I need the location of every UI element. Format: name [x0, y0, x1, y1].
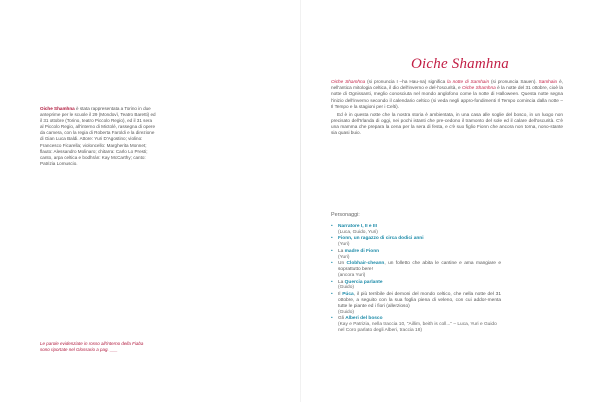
cast-voice: (Yuri)	[338, 254, 350, 260]
cast-item	[331, 261, 501, 279]
cast-list	[331, 224, 501, 334]
intro-text-segment: la notte di Samhain	[447, 79, 490, 84]
cast-line	[338, 236, 424, 241]
intro-text-segment: – Il	[331, 97, 563, 109]
cast-role: Clobhair-cheann	[346, 261, 385, 267]
cast-item	[331, 280, 501, 292]
intro-text-segment: è, nell'antica mitologia celtica, il dio dell'inverno e del-l'oscurità, e	[331, 79, 563, 91]
intro-text-segment: Tempo e la stagioni per i Celti	[334, 103, 397, 109]
cast-role: Alberi del bosco	[345, 316, 383, 322]
cast-item	[331, 224, 501, 236]
intro-text-segment: è la notte del 31 ottobre, cioè la notte di Ognissanti, meglio conosciuta nel mondo anglofono come la notte di Halloween. Questa notte segna l'inizio dell'inverno secondo il calendario celtico (si veda negli appro-fondimenti Il	[331, 85, 563, 103]
cast-article: La	[338, 248, 345, 254]
intro-text-segment: ).	[396, 103, 399, 109]
cast-item	[331, 249, 501, 261]
cast-item	[331, 236, 501, 248]
performance-note-text: è stata rappresentata a Torino in due anteprime per le scuole il 29 (Mondovì, Teatro Baretti) ed il 31 ottobre (Torino, teatro Piccolo Regio), ed il 31 sera al Piccolo Regio, all'interno di Mictolé, rassegna di opere da camera, con la regia di Roberta Faroldi e la direzione di Gian Luca Baldi. Attore: Yuri D'Agostino; violino: Francesco Ficarella; violoncello: Margherita Monnet; flauto: Alessandro Molinaro; chitarra: Carlo Lo Presti; canto, arpa celtica e bodhrán: Kay McCarthy; canto: Patrizia Lomuscio.	[40, 106, 156, 166]
cast-item	[331, 316, 501, 334]
cast-article: La	[338, 279, 345, 285]
cast-description: , il più terribile dei demoni del mondo celtico, che nella notte del 31 ottobre, a seguito con la sua foglia piena di veleno, con cui addor-menta tutte le piante ed i fiori (allerzioso)	[338, 291, 502, 309]
cast-voice: (Luca, Guido, Yuri)	[338, 229, 378, 235]
intro-text-segment: Oiche Shamhna	[462, 85, 496, 91]
intro-text-segment: Tempo comincia dalla notte	[501, 97, 559, 103]
cast-voice: (ancora Yuri)	[338, 273, 366, 279]
cast-role: Púca	[342, 291, 354, 297]
cast-line	[338, 280, 383, 285]
cast-voice: (Guido)	[338, 285, 354, 291]
performance-note	[40, 106, 156, 167]
cast-line	[338, 261, 501, 273]
cast-article: Gli	[338, 316, 346, 322]
page-title: Oiche Shamhna	[411, 56, 509, 72]
intro-text-segment: Samhain	[538, 79, 558, 84]
cast-role: Narratore I, II e III	[338, 224, 377, 229]
intro-text	[331, 79, 563, 138]
intro-paragraph-2: Ed è in questa notte che la nostra storia è ambientata, in una casa alle soglie del bosco, in un luogo non precisato dell'Irlanda di oggi, nei pochi istanti che pre-cedono il tramonto del sole ed il calare dell'oscurità. C'è una mamma che prepara la cena per la sera di festa, e c'è suo figlio Fionn che ancora non torna, nono-stante sia quasi buio.	[331, 111, 563, 136]
intro-text-segment: (si pronuncia Sauen).	[489, 79, 539, 84]
cast-role: Fionn, un ragazzo di circa dodici anni	[338, 236, 424, 242]
intro-text-segment: (si pronuncia I –ha Hau-na) significa	[365, 79, 448, 84]
glossary-footnote: Le parole evidenziate in rosso all'interno della Fiaba sono riportate nel Glossario a pag. ___	[40, 341, 144, 352]
performance-note-title: Oiche Shamhna	[40, 106, 75, 111]
cast-description: , un folletto che abita le cantine e ama mangiare e soprattutto bere!	[338, 261, 501, 273]
cast-line	[338, 249, 379, 254]
intro-paragraph-1	[331, 79, 563, 110]
cast-voice: (Kay e Patrizia, nella traccia 10, "Aillim, beith is coll..." – Luca, Yuri e Guido nel Coro parlato degli Alberi, traccia 18)	[338, 322, 497, 333]
intro-text-segment: Oiche Shamhna	[331, 79, 366, 84]
cast-line	[338, 224, 377, 229]
cast-role: madre di Fionn	[344, 248, 380, 254]
cast-line	[338, 316, 383, 321]
cast-voice: (Guido)	[338, 309, 354, 315]
cast-voice: (Yuri)	[338, 242, 350, 248]
cast-line	[338, 292, 501, 310]
cast-role: Quercia parlante	[344, 279, 383, 285]
page-gutter	[300, 0, 301, 402]
cast-item	[331, 292, 501, 316]
cast-article: Il	[338, 291, 343, 297]
cast-heading: Personaggi:	[331, 212, 360, 218]
cast-article: Un	[338, 261, 347, 267]
